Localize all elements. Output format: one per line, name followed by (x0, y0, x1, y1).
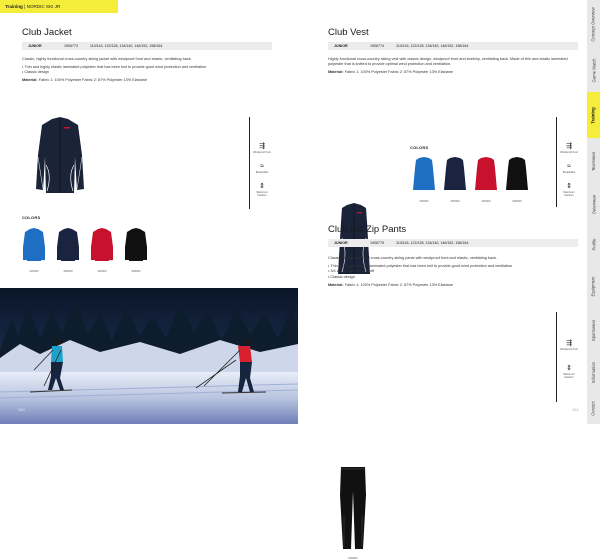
ventilation-icon: ≈ Breathable (255, 163, 269, 174)
pants-article-number: 1906775 (370, 241, 384, 245)
section-sidebar (587, 0, 600, 424)
divider (249, 117, 250, 209)
vest-colors-label: COLORS (410, 145, 429, 150)
vest-color-swatches (412, 156, 529, 203)
windproof-icon: ⇶ Windproof front (560, 340, 578, 351)
pants-sizes: 110/116, 122/128, 134/140, 146/152, 158/164 (396, 241, 469, 245)
color-swatch[interactable] (443, 156, 467, 203)
skiers-photo (0, 288, 298, 424)
tab-profile[interactable]: Profile (591, 238, 596, 250)
vest-material-label: Material: (328, 70, 344, 75)
pants-material-label: Material: (328, 282, 344, 287)
vest-article-number: 1906774 (370, 44, 384, 48)
color-swatch[interactable] (56, 227, 80, 273)
section-category: Training (5, 4, 23, 9)
tab-game-match[interactable]: Game Match (591, 58, 597, 82)
pants-title: Club 3/4 Zip Pants (328, 224, 407, 235)
color-swatch[interactable] (474, 156, 498, 203)
pants-bullet: • Classic design (328, 274, 355, 279)
pants-spec-label: JUNIOR (334, 241, 348, 245)
pants-material-text: Fabric 1: 100% Polyester Fabric 2: 87% Polyester 13% Elastane (344, 282, 453, 287)
divider (556, 117, 557, 207)
color-code: 395000 (63, 269, 73, 273)
jacket-spec-label: JUNIOR (28, 44, 42, 48)
tab-equipment[interactable]: Equipment (591, 275, 596, 297)
tab-contact[interactable]: Contact (591, 400, 596, 416)
ventilation-icon: ≈ Breathable (562, 163, 576, 174)
pants-feature-icons (560, 340, 578, 379)
jacket-color-swatches (22, 227, 148, 273)
stretch-icon: ⇕ Maximum freedom (563, 365, 575, 379)
page-number-left: 160 (18, 407, 25, 412)
windproof-icon: ⇶ Windproof front (253, 143, 271, 154)
jacket-material-label: Material: (22, 78, 38, 83)
jacket-article-number: 1906773 (64, 44, 78, 48)
stretch-icon: ⇕ Maximum freedom (256, 183, 268, 197)
vest-description-block (328, 57, 580, 78)
pants-bullet: • Thin and highly elastic laminated polyester that has been knit to provide good wind protection and ventilation (328, 264, 513, 268)
color-code: 999000 (512, 199, 522, 203)
tab-teamwear[interactable]: Teamwear (591, 151, 597, 171)
jacket-colors-label: COLORS (22, 215, 41, 220)
tab-concept-overview[interactable]: Concept Overview (591, 6, 596, 42)
pants-description-block (328, 256, 580, 291)
tab-training[interactable]: Training (587, 92, 600, 138)
vest-spec-label: JUNIOR (334, 44, 348, 48)
color-swatch[interactable] (22, 227, 46, 273)
section-tag: Training | NORDIC SKI JR (0, 0, 118, 13)
jacket-material-text: Fabric 1: 100% Polyester Fabric 2: 87% Polyester 13% Elastane (38, 78, 147, 83)
jacket-bullet: • Thin and highly elastic laminated polyester that has been knit to provide good wind protection and ventilation (22, 65, 207, 69)
vest-title: Club Vest (328, 27, 369, 38)
vest-sizes: 110/116, 122/128, 134/140, 146/152, 158/164 (396, 44, 469, 48)
vest-feature-icons (560, 143, 578, 197)
color-code: 999000 (131, 269, 141, 273)
color-swatch[interactable] (505, 156, 529, 203)
color-swatch[interactable] (90, 227, 114, 273)
pants-bullet: • 3/4 zip for easy on and off (328, 269, 375, 274)
tab-outerwear[interactable]: Outerwear (591, 194, 596, 214)
tab-sportswear[interactable]: Sportswear (591, 319, 596, 341)
jacket-product-image (34, 115, 86, 197)
pants-spec-bar (328, 239, 578, 247)
color-code: 336000 (29, 269, 39, 273)
vest-material-text: Fabric 1: 100% Polyester Fabric 2: 87% Polyester 13% Elastane (344, 70, 453, 75)
color-code: 395000 (450, 199, 460, 203)
section-subcategory: NORDIC SKI JR (26, 4, 61, 9)
pants-description: Classic, highly functional cross-country skiing pants with windproof front and elastic, ventilating back. (328, 256, 498, 260)
color-swatch[interactable] (412, 156, 436, 203)
color-swatch[interactable] (124, 227, 148, 273)
pants-color-code: 999000 (348, 556, 358, 560)
tab-information[interactable]: Information (591, 361, 597, 383)
jacket-spec-bar (22, 42, 272, 50)
jacket-bullet: • Classic design (22, 70, 49, 75)
jacket-sizes: 110/116, 122/128, 134/140, 146/152, 158/164 (90, 44, 163, 48)
stretch-icon: ⇕ Maximum freedom (563, 183, 575, 197)
color-code: 430000 (481, 199, 491, 203)
jacket-title: Club Jacket (22, 27, 72, 38)
windproof-icon: ⇶ Windproof front (560, 143, 578, 154)
jacket-feature-icons (253, 143, 271, 197)
jacket-description: Classic, highly functional cross-country skiing jacket with windproof front and elastic, ventilating back. (22, 57, 192, 61)
pants-product-image (338, 465, 368, 560)
jacket-description-block (22, 57, 272, 86)
page-number-right: 161 (572, 407, 579, 412)
color-code: 430000 (97, 269, 107, 273)
divider (556, 312, 557, 402)
color-code: 336000 (419, 199, 429, 203)
vest-spec-bar (328, 42, 578, 50)
vest-description: Highly functional cross-country skiing vest with classic design, windproof front and stretchy, ventilating back. Made of thin and elastic laminated polyester that is knitted to provide optimal wind protection and ventilation. (328, 57, 568, 67)
